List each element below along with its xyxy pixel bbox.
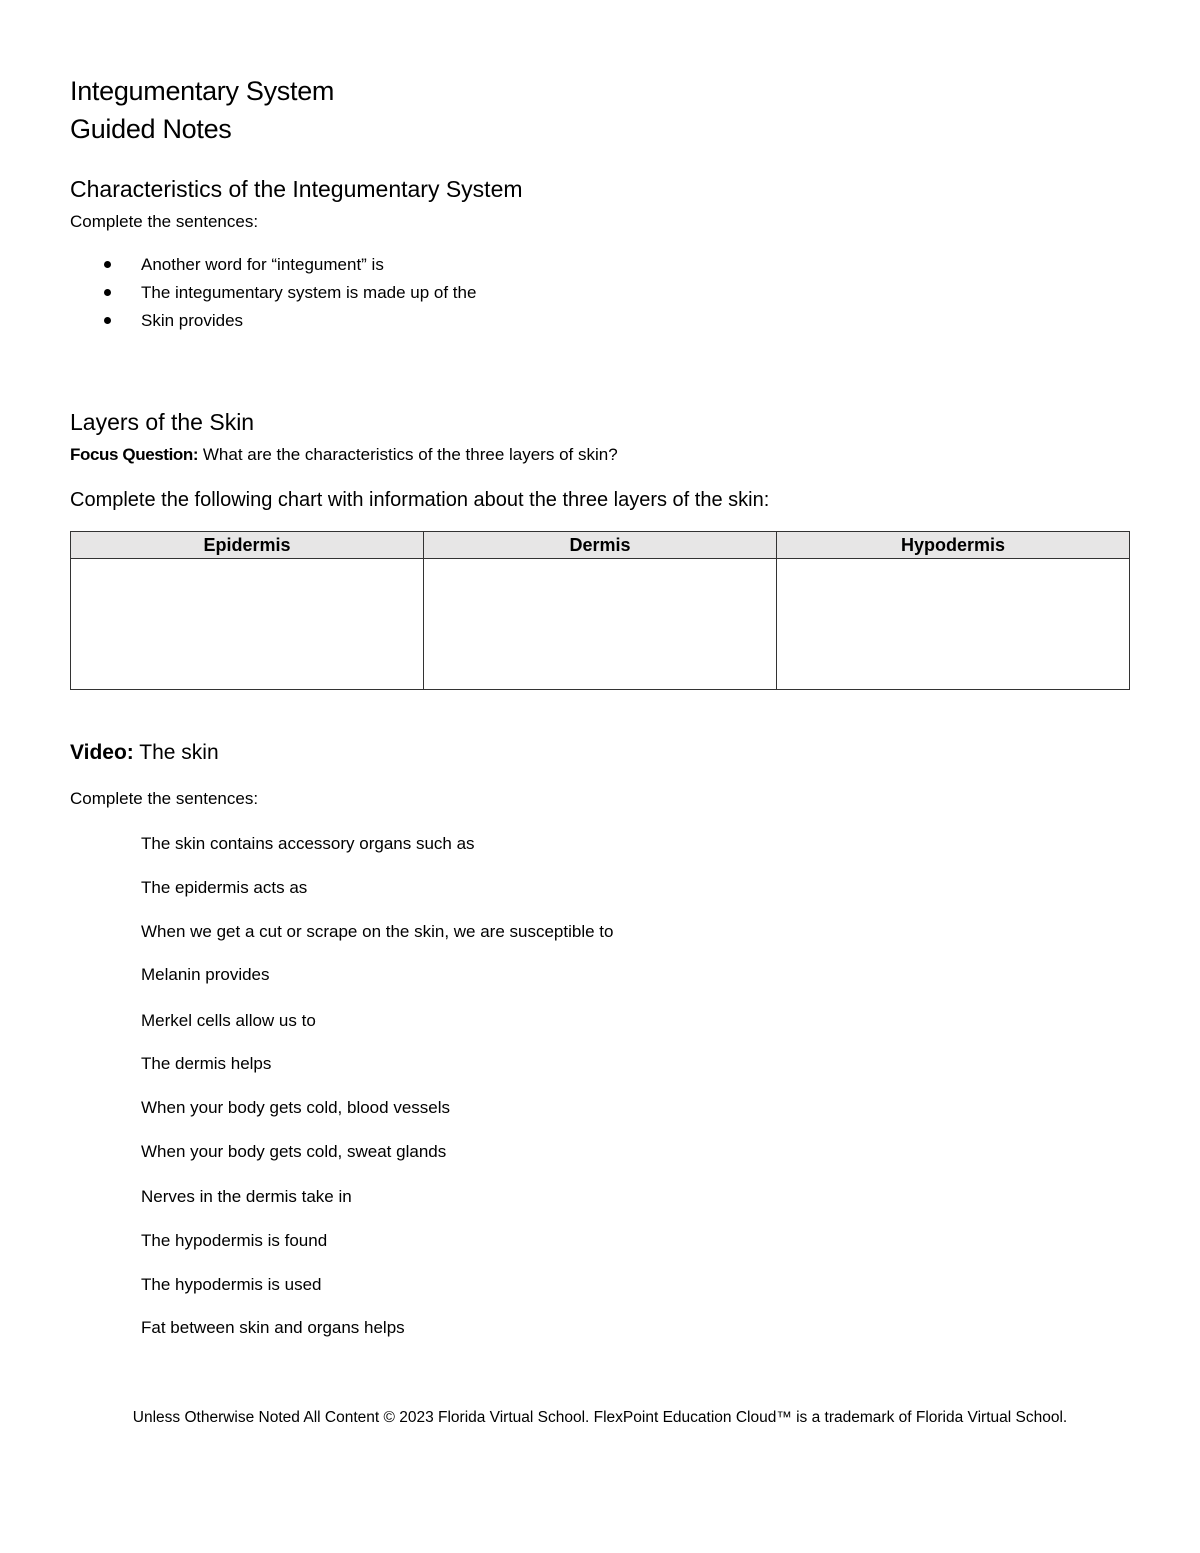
bullet-icon bbox=[104, 317, 111, 324]
table-row bbox=[71, 559, 1130, 690]
list-item-text: Skin provides bbox=[141, 311, 244, 330]
video-sentence: The dermis helps bbox=[141, 1054, 272, 1073]
characteristics-instruction: Complete the sentences: bbox=[70, 212, 259, 231]
video-sentence: Fat between skin and organs helps bbox=[141, 1318, 405, 1337]
video-instruction: Complete the sentences: bbox=[70, 789, 259, 808]
table-header-epidermis: Epidermis bbox=[71, 532, 424, 559]
focus-question bbox=[70, 444, 618, 466]
list-item-text: Another word for “integument” is bbox=[141, 255, 384, 274]
video-heading bbox=[70, 740, 219, 766]
table-header-hypodermis: Hypodermis bbox=[777, 532, 1130, 559]
list-item bbox=[70, 282, 476, 310]
epidermis-answer-cell[interactable] bbox=[71, 559, 424, 690]
video-sentence: When your body gets cold, sweat glands bbox=[141, 1142, 447, 1161]
document-title: Integumentary System bbox=[70, 76, 335, 106]
video-sentence: The epidermis acts as bbox=[141, 878, 308, 897]
characteristics-list bbox=[70, 254, 476, 338]
characteristics-heading: Characteristics of the Integumentary System bbox=[70, 176, 523, 202]
video-sentence: The hypodermis is found bbox=[141, 1231, 328, 1250]
focus-question-label: Focus Question: bbox=[70, 445, 199, 464]
bullet-icon bbox=[104, 289, 111, 296]
video-sentence: The skin contains accessory organs such as bbox=[141, 834, 475, 853]
list-item bbox=[70, 310, 476, 338]
list-item bbox=[70, 254, 476, 282]
video-sentence: Melanin provides bbox=[141, 965, 270, 984]
video-sentence: The hypodermis is used bbox=[141, 1275, 322, 1294]
video-sentence: When we get a cut or scrape on the skin, we are susceptible to bbox=[141, 922, 614, 941]
copyright-footer: Unless Otherwise Noted All Content © 2023 Florida Virtual School. FlexPoint Education Cloud™ is a trademark of Florida Virtual School. bbox=[132, 1409, 1068, 1426]
focus-question-text: What are the characteristics of the three layers of skin? bbox=[202, 445, 618, 464]
hypodermis-answer-cell[interactable] bbox=[777, 559, 1130, 690]
bullet-icon bbox=[104, 261, 111, 268]
layers-heading: Layers of the Skin bbox=[70, 409, 255, 435]
table-header-dermis: Dermis bbox=[424, 532, 777, 559]
video-label: Video: bbox=[70, 741, 134, 764]
video-title: The skin bbox=[139, 741, 219, 764]
list-item-text: The integumentary system is made up of the bbox=[141, 283, 477, 302]
dermis-answer-cell[interactable] bbox=[424, 559, 777, 690]
video-sentence: Nerves in the dermis take in bbox=[141, 1187, 352, 1206]
chart-instruction: Complete the following chart with information about the three layers of the skin: bbox=[70, 489, 770, 511]
video-sentence: Merkel cells allow us to bbox=[141, 1011, 316, 1030]
video-sentence: When your body gets cold, blood vessels bbox=[141, 1098, 451, 1117]
document-subtitle: Guided Notes bbox=[70, 114, 232, 144]
skin-layers-table bbox=[70, 531, 1130, 690]
